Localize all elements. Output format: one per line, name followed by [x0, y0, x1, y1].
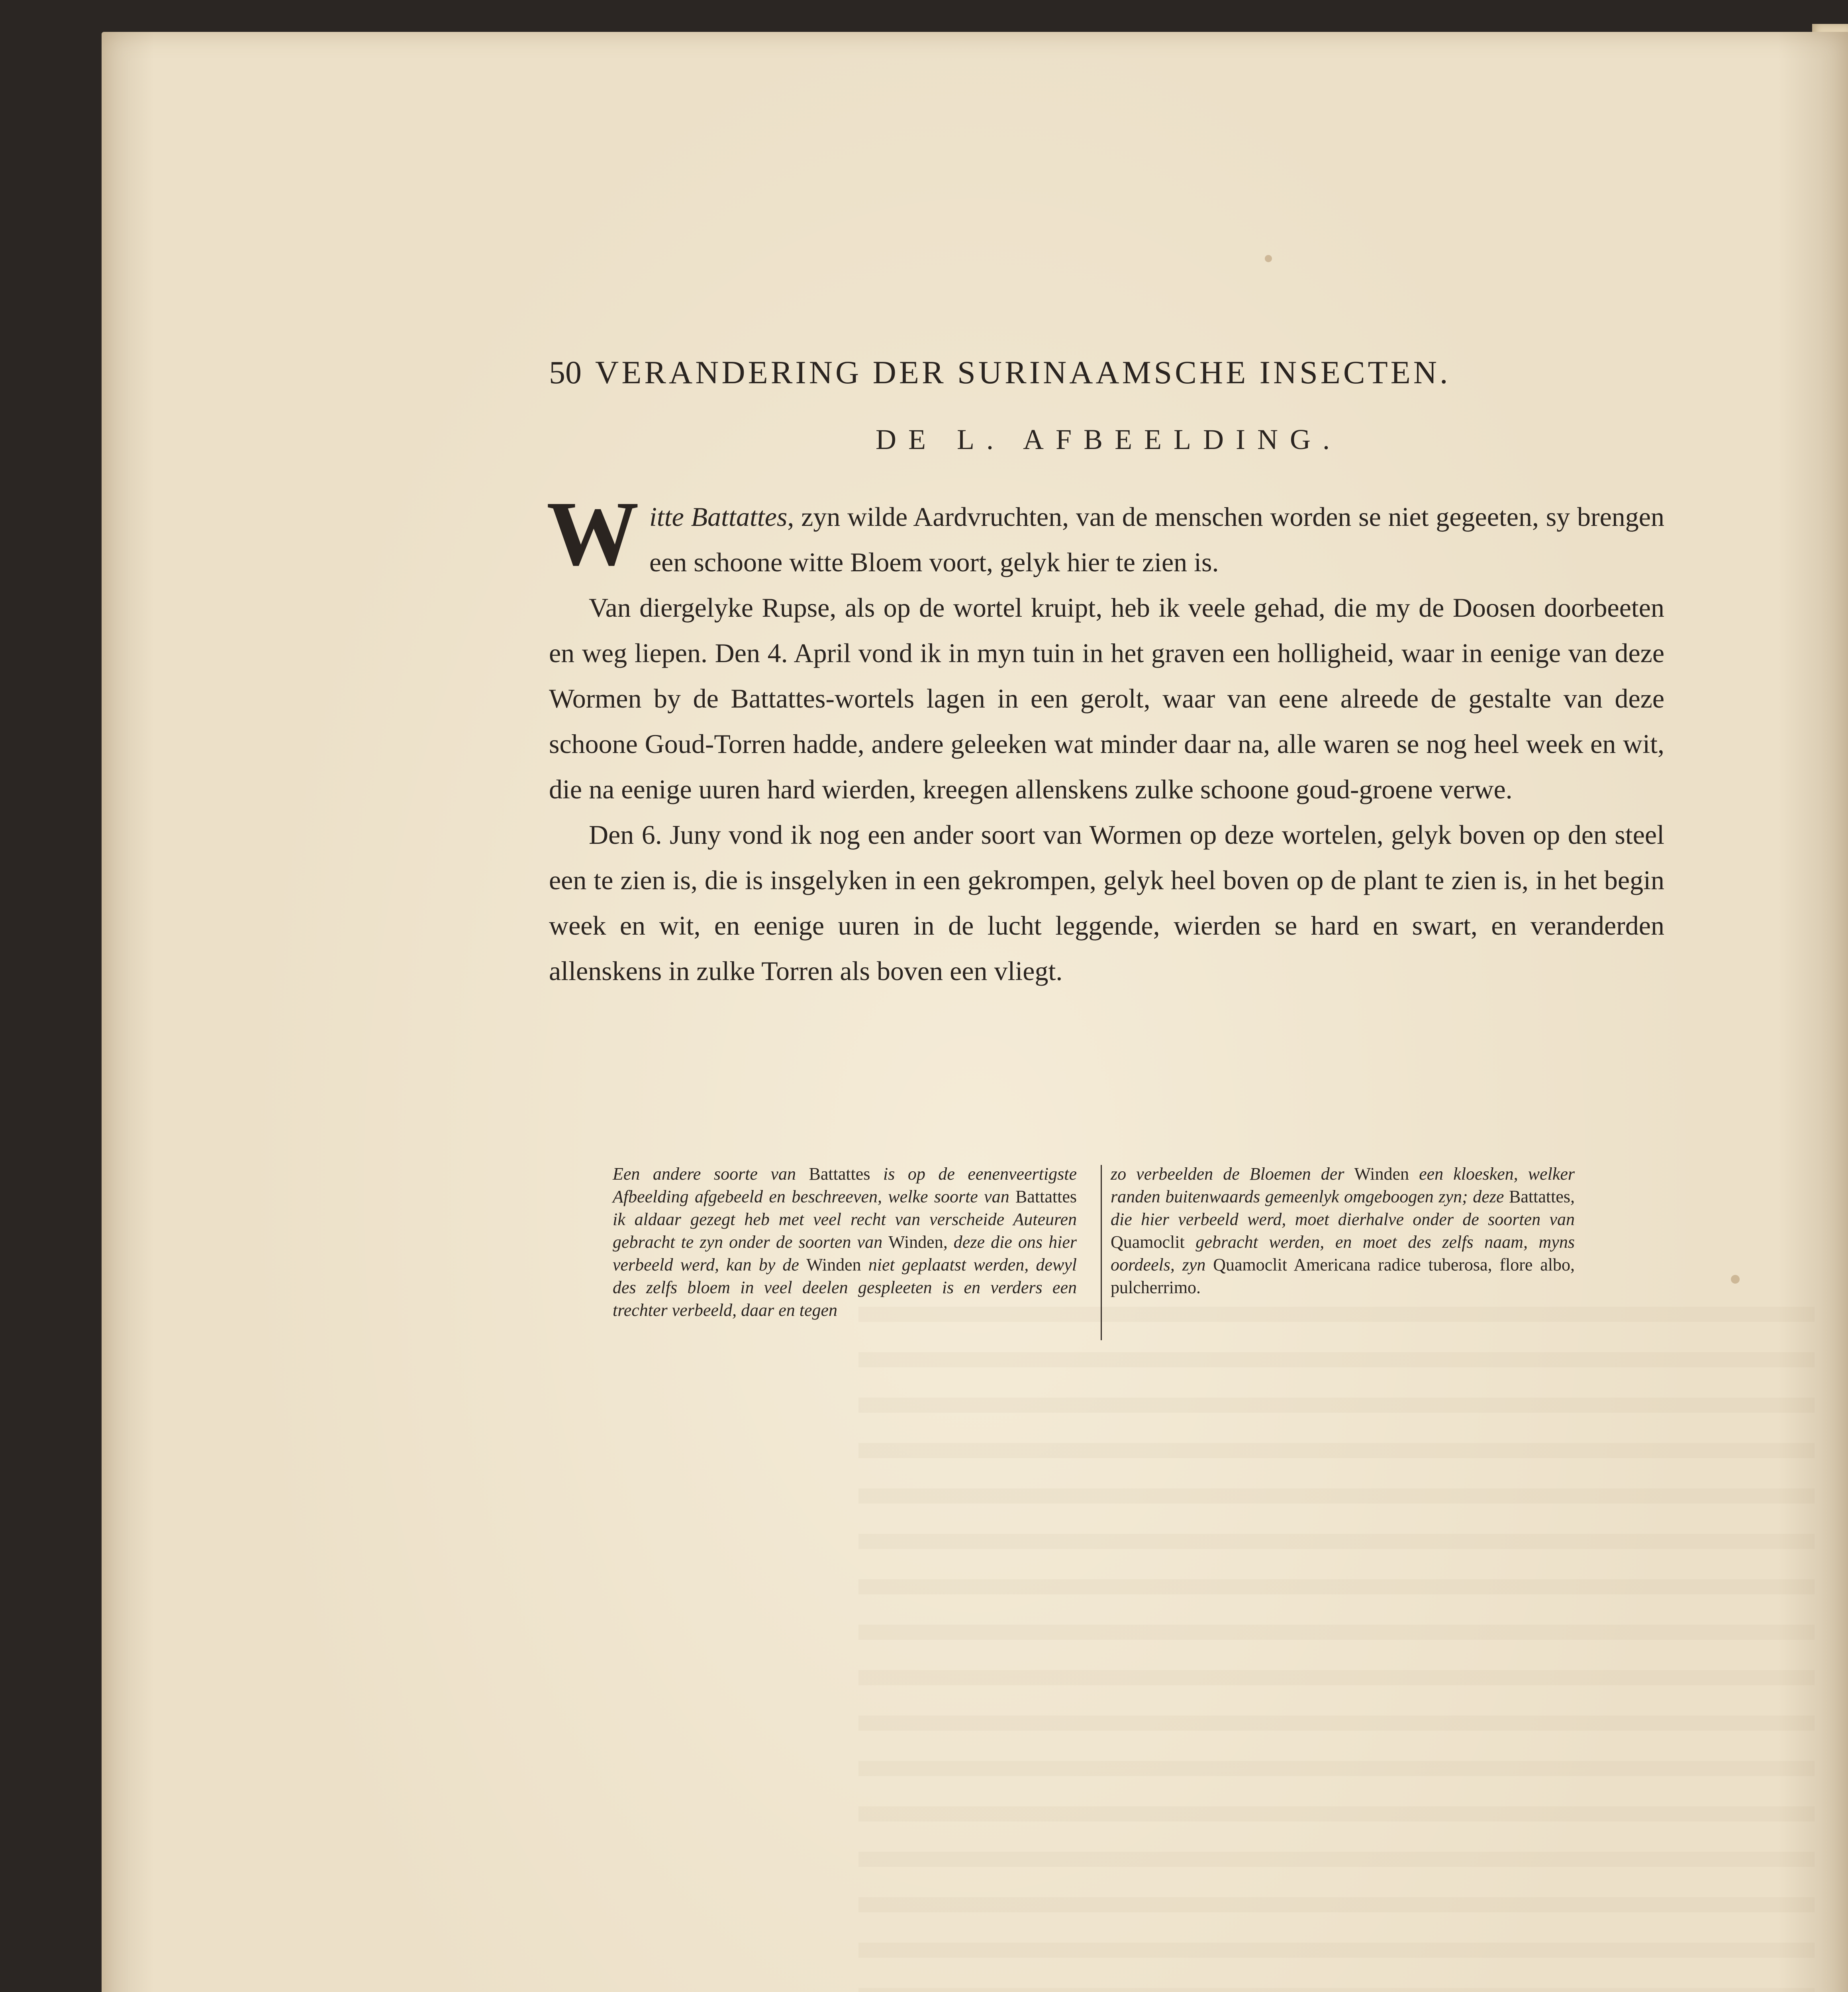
- footnotes: [597, 1163, 1617, 1386]
- foxing-spot: [1265, 255, 1272, 262]
- note-roman: Battattes: [809, 1164, 870, 1184]
- drop-cap: W: [547, 482, 639, 585]
- running-head-title: VERANDERING DER SURINAAMSCHE INSECTEN.: [595, 354, 1451, 390]
- column-divider: [1101, 1165, 1102, 1340]
- note-roman: Battattes: [1015, 1187, 1077, 1206]
- note-text: , die hier verbeeld werd, moet dierhalve onder de soorten van: [1111, 1187, 1575, 1229]
- paragraph-1: [547, 482, 1664, 585]
- plate-heading: DE L. AFBEELDING.: [876, 423, 1342, 455]
- note-text: een kloesken, welker randen buitenwaards gemeenlyk omgeboogen zyn; deze: [1111, 1164, 1575, 1206]
- foxing-spot: [1731, 1275, 1740, 1284]
- note-roman: Winden: [1354, 1164, 1409, 1184]
- note-text: zo verbeelden de Bloemen der: [1111, 1164, 1354, 1184]
- note-text: gebracht werden, en moet des zelfs naam, myns oordeels, zyn: [1111, 1232, 1575, 1274]
- note-text: , deze die ons hier verbeeld werd, kan by de: [613, 1232, 1077, 1274]
- body-text: [547, 482, 1664, 994]
- paragraph-2: Van diergelyke Rupse, als op de wortel kruipt, heb ik veele gehad, die my de Doosen doorbeeten en weg liepen. Den 4. April vond ik in myn tuin in het graven een holligheid, waar in eenige van deze Wormen by de Battattes-wortels lagen in een gerolt, waar van eene alreede de gestalte van deze schoone Goud-Torren hadde, andere geleeken wat minder daar na, alle waren se nog heel week en wit, die na eenige uuren hard wierden, kreegen allenskens zulke schoone goud-groene verwe.: [549, 592, 1664, 804]
- show-through-text: [858, 1307, 1815, 1992]
- footnote-right-column: [1111, 1163, 1575, 1299]
- paragraph-3: Den 6. Juny vond ik nog een ander soort van Wormen op deze wortelen, gelyk boven op den steel een te zien is, die is insgelyken in een gekrompen, gelyk heel boven op de plant te zien is, in het begin week en wit, en eenige uuren in de lucht leggende, wierden se hard en swart, en veranderden allenskens in zulke Torren als boven een vliegt.: [549, 820, 1664, 986]
- note-text: Een andere soorte van: [613, 1164, 809, 1184]
- note-roman: Winden: [806, 1255, 861, 1274]
- book-page: [102, 32, 1848, 1992]
- note-roman: Quamoclit Americana radice tuberosa, flore albo, pulcherrimo.: [1111, 1255, 1575, 1297]
- note-roman: Battattes: [1509, 1187, 1570, 1206]
- note-text: ik aldaar gezegt heb met veel recht van verscheide Auteuren gebracht te zyn onder de soorten van: [613, 1210, 1077, 1252]
- note-roman: Winden: [888, 1232, 943, 1252]
- note-roman: Quamoclit: [1111, 1232, 1185, 1252]
- note-text: is op de eenenveertigste Afbeelding afgebeeld en beschreeven, welke soorte van: [613, 1164, 1077, 1206]
- footnote-left-column: [613, 1163, 1077, 1321]
- running-head: [549, 354, 1625, 391]
- paragraph-1-text: , zyn wilde Aardvruchten, van de menschen worden se niet gegeeten, sy brengen een schoone witte Bloem voort, gelyk hier te zien is.: [649, 502, 1664, 577]
- note-text: niet geplaatst werden, dewyl des zelfs bloem in veel deelen gespleeten is en verders een trechter verbeeld, daar en tegen: [613, 1255, 1077, 1320]
- lead-italic: itte Battattes: [649, 502, 788, 532]
- page-number: 50: [549, 354, 582, 390]
